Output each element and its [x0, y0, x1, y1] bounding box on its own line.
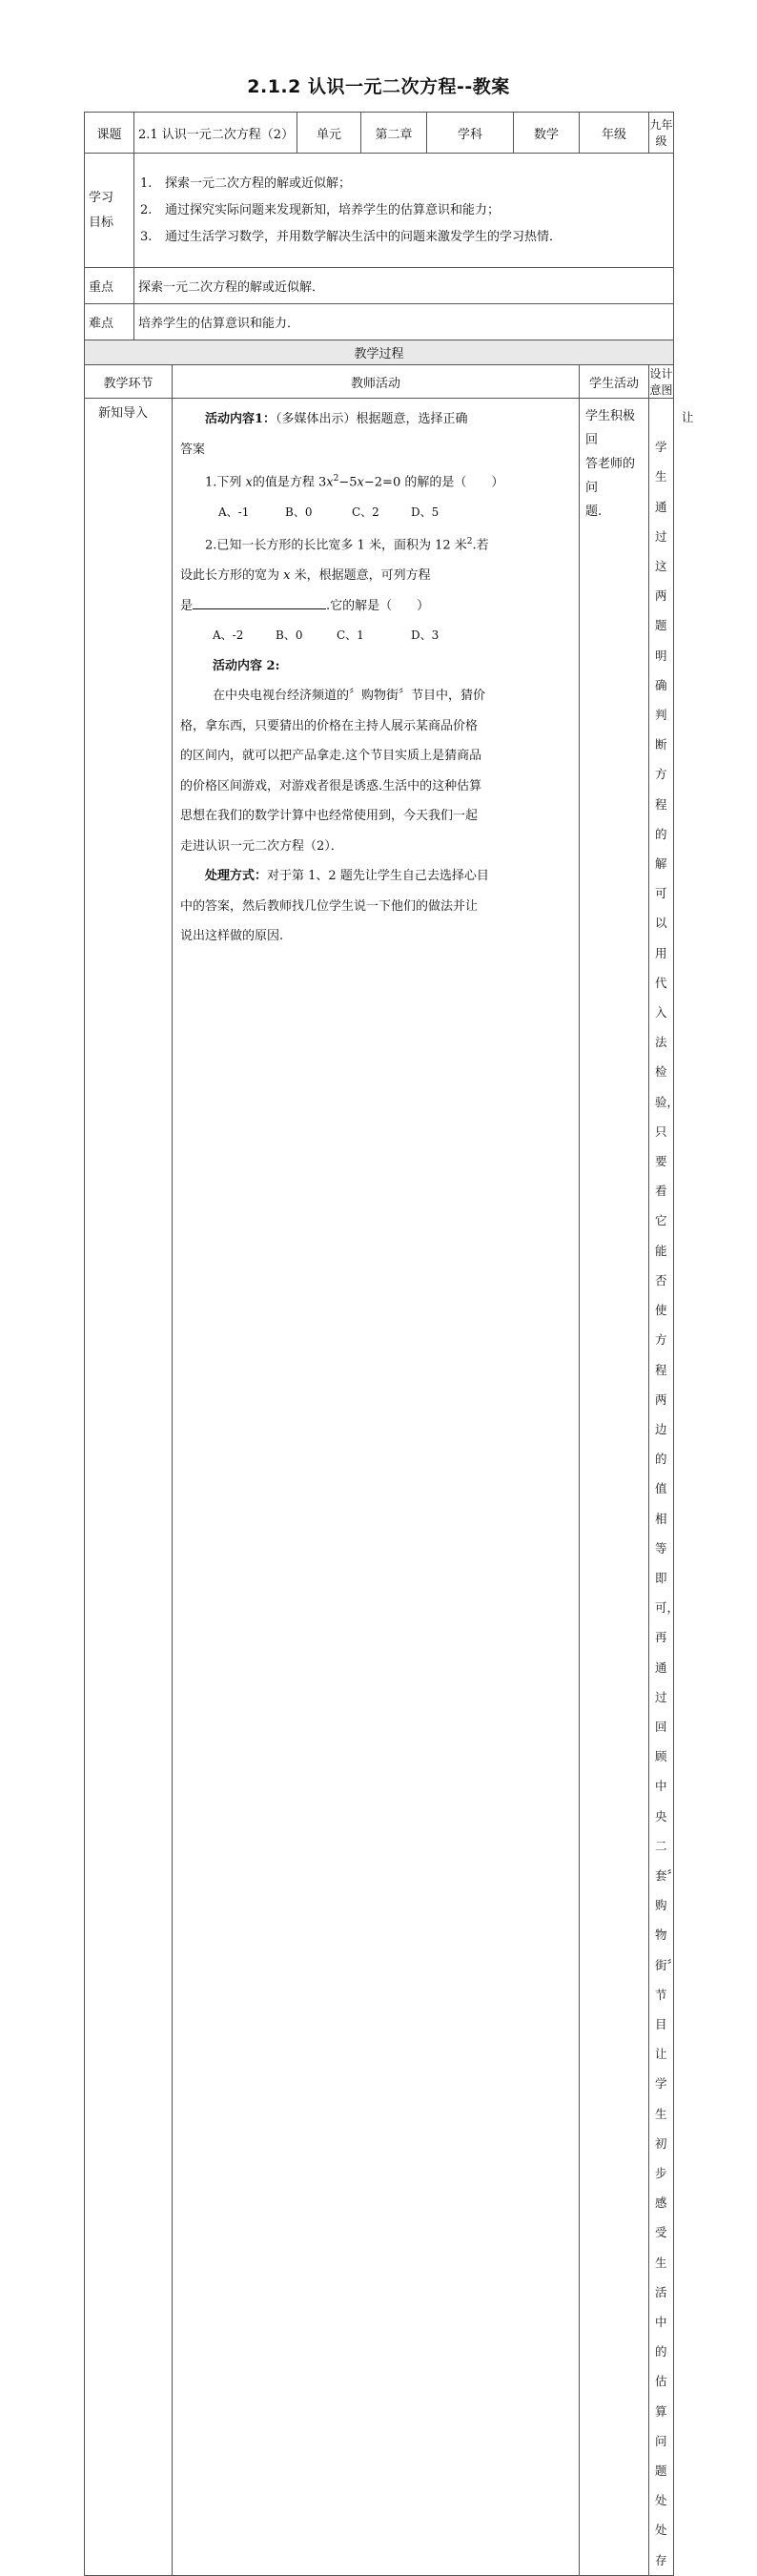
goal-item: 2. 通过探究实际问题来发现新知，培养学生的估算意识和能力； — [140, 202, 501, 217]
difficulty-row — [85, 304, 674, 340]
activity2-line: 走进认识一元二次方程（2）． — [180, 838, 343, 854]
student-line: 学生积极回 — [585, 409, 636, 447]
method-line: 处理方式：对于第 1、2 题先让学生自己去选择心目 — [205, 869, 489, 884]
grade-value: 九年级 — [649, 113, 674, 154]
design-line: 生通过这 — [655, 469, 667, 574]
design-line: 购物街〞 — [655, 1898, 680, 1972]
difficulty-text: 培养学生的估算意识和能力． — [134, 304, 674, 340]
question2-line1: 2.已知一长方形的长比宽多 1 米，面积为 12 米$^2$.若 — [205, 537, 489, 553]
goal-item: 3. 通过生活学习数学，并用数学解决生活中的问题来激发学生的学习热情． — [140, 229, 563, 244]
teacher-activity-cell — [173, 399, 580, 2576]
goals-content — [134, 154, 674, 268]
design-line: 两边的值 — [655, 1391, 667, 1496]
design-line: 生初步感 — [655, 2106, 667, 2211]
process-column-headers — [85, 365, 674, 399]
design-line: 节目让学 — [655, 1987, 667, 2092]
document-title: 2.1.2 认识一元二次方程--教案 — [247, 76, 510, 97]
goal-item: 1. 探索一元二次方程的解或近似解； — [140, 175, 352, 191]
q2-option: B、0 — [276, 629, 303, 643]
goals-list — [134, 171, 673, 251]
method-line: 中的答案，然后教师找几位学生说一下他们的做法并让 — [180, 898, 479, 914]
student-line: 答老师的问 — [585, 457, 636, 495]
question1-options — [180, 498, 569, 528]
activity2-line: 在中央电视台经济频道的〞购物街〞节目中，猜价 — [213, 689, 486, 704]
question1: 1.下列 x的值是方程 $3x^2-5x-2=0$ 的解的是（ ） — [205, 474, 504, 490]
unit-value: 第二章 — [361, 113, 427, 154]
design-line: 央二套〞 — [655, 1808, 680, 1883]
subject-label: 学科 — [427, 113, 514, 154]
activity1-line: 活动内容1：（多媒体出示）根据题意，选择正确 — [205, 412, 468, 426]
col-stage-header: 教学环节 — [85, 365, 173, 399]
key-point-label: 重点 — [85, 268, 134, 304]
key-point-text: 探索一元二次方程的解或近似解． — [134, 268, 674, 304]
subject-value: 数学 — [514, 113, 580, 154]
design-line: 要看它能 — [655, 1154, 667, 1258]
activity2-label: 活动内容 2: — [213, 658, 280, 673]
q1-option: D、5 — [411, 505, 440, 519]
goals-label-line2: 目标 — [89, 215, 114, 230]
design-line: 受生活中 — [655, 2225, 667, 2329]
q1-option: A、-1 — [218, 505, 250, 519]
method-line: 说出这样做的原因. — [180, 929, 284, 944]
q2-option: A、-2 — [213, 629, 244, 643]
design-intent-cell — [649, 399, 694, 2576]
design-line: 相等即 — [655, 1511, 667, 1585]
topic-label: 课题 — [85, 113, 134, 154]
design-line: 的估算问 — [655, 2344, 667, 2448]
activity1-line-cont: 答案 — [180, 442, 206, 457]
design-line: 否使方程 — [655, 1272, 667, 1377]
design-line: 的解可以 — [655, 826, 667, 931]
design-line: 让学 — [655, 410, 694, 455]
col-student-header: 学生活动 — [580, 365, 649, 399]
difficulty-label: 难点 — [85, 304, 134, 340]
col-teacher-header: 教师活动 — [173, 365, 580, 399]
design-line: 用代入法 — [655, 945, 667, 1050]
student-activity-cell — [580, 399, 649, 2576]
col-design-header: 设计意图 — [649, 365, 674, 399]
key-point-row — [85, 268, 674, 304]
lesson-plan-table — [84, 112, 694, 2576]
question2-line2: 设此长方形的宽为 x 米，根据题意，可列方程 — [180, 568, 431, 584]
goals-row — [85, 154, 674, 268]
design-line: 可，再通 — [655, 1600, 680, 1675]
q2-option: D、3 — [411, 629, 440, 643]
design-line: 题处处存 — [655, 2463, 667, 2567]
grade-label: 年级 — [580, 113, 649, 154]
design-line: 判断方程 — [655, 708, 667, 812]
student-line: 题. — [585, 505, 603, 519]
answer-blank — [193, 595, 326, 609]
process-title: 教学过程 — [85, 340, 674, 365]
design-line: 检验，只 — [655, 1064, 680, 1139]
q1-option: C、2 — [352, 505, 379, 519]
activity2-line: 格，拿东西，只要猜出的价格在主持人展示某商品价格 — [180, 718, 479, 733]
stage-cell: 新知导入 — [85, 399, 173, 2576]
q2-option: C、1 — [337, 629, 364, 643]
design-line: 过回顾中 — [655, 1689, 667, 1794]
header-row — [85, 113, 674, 154]
process-row-intro — [85, 399, 674, 2576]
question2-options — [180, 621, 569, 651]
goals-label — [85, 154, 134, 268]
q1-option: B、0 — [285, 505, 313, 519]
topic-value: 2.1 认识一元二次方程（2） — [134, 113, 297, 154]
question2-line3: 是 .它的解是（ ） — [180, 591, 569, 622]
process-section-header — [85, 340, 674, 365]
activity2-line: 的价格区间游戏，对游戏者很是诱惑.生活中的这种估算 — [180, 778, 482, 793]
activity2-line: 思想在我们的数学计算中也经常使用到，今天我们一起 — [180, 809, 479, 824]
design-line: 两题明确 — [655, 588, 667, 692]
goals-label-line1: 学习 — [89, 190, 114, 205]
activity2-line: 的区间内，就可以把产品拿走.这个节目实质上是猜商品 — [180, 749, 482, 764]
unit-label: 单元 — [297, 113, 361, 154]
